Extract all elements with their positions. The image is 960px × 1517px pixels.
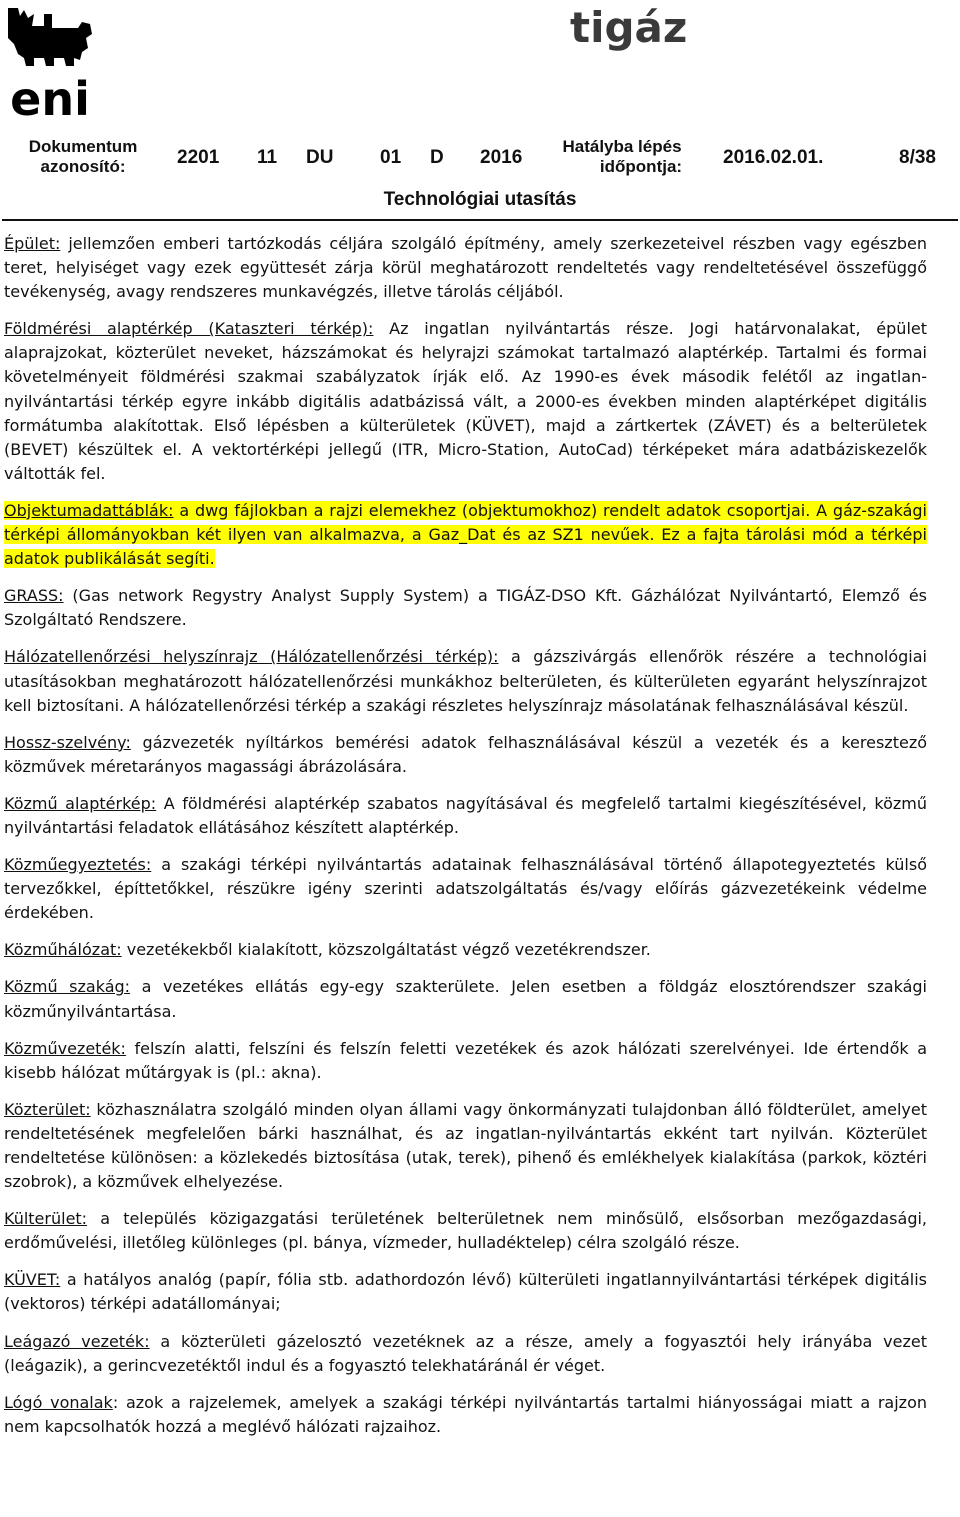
doc-id-part-4: 01 — [380, 147, 402, 168]
definition-text: a hatályos analóg (papír, fólia stb. adathordozón lévő) külterületi ingatlannyilvántartási térképek digitális (vektoros) térképi adatállományai; — [4, 1270, 927, 1314]
doc-id-label — [22, 137, 144, 177]
definition-term: Közműegyeztetés: — [4, 855, 152, 875]
definition-text: a szakági térképi nyilvántartás adatainak felhasználásával történő állapotegyeztetés külső tervezőkkel, építtetőkkel, részükre igény szerinti adatszolgáltatás és/vagy előírás gázvezetékeink védelme érdekében. — [4, 855, 927, 923]
definition-entry — [4, 1268, 927, 1316]
definition-text: A földmérési alaptérkép szabatos nagyításával és megfelelő tartalmi kiegészítésével, közmű nyilvántartási feladatok ellátásához készített alaptérkép. — [4, 793, 927, 837]
page-title: Technológiai utasítás — [383, 189, 577, 210]
definition-term: Lógó vonalak — [4, 1392, 113, 1412]
definition-text: a dwg fájlokban a rajzi elemekhez (objektumokhoz) rendelt adatok csoportjai. A gáz-szakági térképi állományokban két ilyen van alkalmazva, a Gaz_Dat és az SZ1 nevűek. Ez a fajta tárolási mód a térképi adatok publikálását segíti. — [4, 500, 927, 569]
page-number: 8/38 — [899, 147, 936, 168]
definition-term: Épület: — [4, 234, 61, 253]
doc-id-part-2: 11 — [257, 147, 278, 168]
definitions-list — [4, 232, 927, 1439]
doc-id-part-6: 2016 — [480, 147, 523, 168]
definition-entry — [4, 1098, 927, 1194]
definition-text: felszín alatti, felszíni és felszín feletti vezetékek és azok hálózati szerelvényei. Ide értendők a kisebb hálózat műtárgyak is (pl.: akna). — [4, 1038, 927, 1082]
definition-entry — [4, 792, 927, 840]
definition-entry — [4, 1037, 927, 1085]
definition-entry — [4, 731, 927, 779]
definition-text: a település közigazgatási területének belterületnek nem minősülő, elsősorban mezőgazdasági, erdőművelési, illetőleg különleges (pl. bánya, vízmeder, hulladéktelep) célra szolgáló része. — [4, 1209, 927, 1253]
definition-text: vezetékekből kialakított, közszolgáltatást végző vezetékrendszer. — [121, 940, 651, 960]
tigaz-logo — [570, 3, 688, 52]
definition-text: : azok a rajzelemek, amelyek a szakági térképi nyilvántartás tartalmi hiányosságai miatt a rajzon nem kapcsolhatók hozzá a meglévő hálózati rajzaihoz. — [4, 1392, 928, 1436]
header-divider — [2, 219, 958, 221]
effective-date-label — [552, 137, 692, 177]
definition-entry — [4, 853, 927, 925]
doc-id-label-line2: azonosító: — [40, 157, 126, 176]
eni-logo — [4, 4, 96, 126]
definition-entry — [4, 584, 927, 632]
definition-text: jellemzően emberi tartózkodás céljára szolgáló építmény, amely szerkezeteivel részben vagy egészben teret, helyiséget vagy ezek együttesét zárja körül meghatározott rendeltetés vagy rendeltetésével összefüggő tevékenység, avagy rendszeres munkavégzés, illetve tárolás céljából. — [4, 234, 927, 302]
definition-term: Közmű szakág: — [4, 977, 131, 997]
definition-term: Hálózatellenőrzési helyszínrajz (Hálózatellenőrzési térkép): — [4, 647, 499, 667]
eni-logo-text: eni — [10, 72, 90, 126]
definition-text: a gázszivárgás ellenőrök részére a technológiai utasításokban meghatározott hálózatellenőrzési munkákhoz belterületen, és külterületen egyaránt helyszínrajzot kell biztosítani. A hálózatellenőrzési térkép a szakági részletes helyszínrajz másolatának felhasználásával készül. — [4, 647, 928, 715]
doc-id-part-1: 2201 — [177, 147, 220, 168]
doc-id-part-3: DU — [306, 147, 334, 168]
definition-entry — [4, 317, 927, 486]
definition-entry — [4, 1330, 927, 1378]
definition-term: Hossz-szelvény: — [4, 732, 131, 752]
definition-term: Közműhálózat: — [4, 940, 122, 960]
definition-entry — [4, 1391, 927, 1439]
effective-date: 2016.02.01. — [723, 147, 824, 168]
definition-entry — [4, 232, 927, 304]
definition-text: közhasználatra szolgáló minden olyan állami vagy önkormányzati tulajdonban álló földterület, amelyet rendeltetésének megfelelően bárki használhat, és az ingatlan-nyilvántartás ekként tart nyilván. Közterület rendeltetése különösen: a közlekedés biztosítása (utak, terek), pihenő és emlékhelyek kialakítása (parkok, köztéri szobrok), a közművek elhelyezése. — [4, 1099, 927, 1192]
definition-text: a közterületi gázelosztó vezetéknek az a része, amely a fogyasztói hely irányába vezet (leágazik), a gerincvezetéktől indul és a fogyasztó telekhatáránál ér véget. — [4, 1331, 928, 1375]
definition-term: Objektumadattáblák: — [4, 500, 174, 520]
definition-term: Földmérési alaptérkép (Kataszteri térkép): — [4, 319, 374, 339]
definition-entry — [4, 1207, 927, 1255]
highlighted-text — [4, 501, 927, 568]
definition-text: (Gas network Regystry Analyst Supply System) a TIGÁZ-DSO Kft. Gázhálózat Nyilvántartó, Elemző és Szolgáltató Rendszere. — [4, 586, 927, 630]
definition-term: Közmű alaptérkép: — [4, 793, 157, 813]
definition-entry — [4, 499, 927, 571]
definition-term: Leágazó vezeték: — [4, 1331, 150, 1351]
definition-term: Közművezeték: — [4, 1038, 126, 1058]
definition-entry — [4, 645, 927, 717]
doc-id-part-5: D — [430, 147, 444, 168]
definition-text: gázvezeték nyíltárkos bemérési adatok felhasználásával készül a vezeték és a keresztező közművek méretarányos magassági ábrázolására. — [4, 732, 927, 776]
tigaz-logo-text: tigáz — [570, 3, 688, 52]
definition-term: Közterület: — [4, 1099, 91, 1119]
definition-text: a vezetékes ellátás egy-egy szakterülete. Jelen esetben a földgáz elosztórendszer szakági közműnyilvántartása. — [4, 977, 927, 1021]
definition-text: Az ingatlan nyilvántartás része. Jogi határvonalakat, épület alaprajzokat, közterület neveket, házszámokat és helyrajzi számokat tartalmazó alaptérkép. Tartalmi és formai követelményeit földmérési szakmai szabályzatok írják elő. Az 1990-es évek második felétől az ingatlan-nyilvántartási térkép egyre inkább digitális adatbázissá vált, a 2000-es években minden alaptérképet digitális formátumba alakítottak. Első lépésben a külterületek (KÜVET), majd a zártkertek (ZÁVET) és a belterületek (BEVET) készültek el. A vektortérképi jellegű (ITR, Micro-Station, AutoCad) térképeket mára adatbáziskezelők váltották fel. — [4, 319, 928, 483]
definition-entry — [4, 975, 927, 1023]
definition-entry — [4, 938, 927, 962]
definition-term: KÜVET: — [4, 1270, 61, 1290]
definition-term: GRASS: — [4, 586, 64, 606]
effective-label-line2: időpontja: — [599, 157, 683, 176]
doc-id-label-line1: Dokumentum — [28, 137, 138, 156]
effective-label-line1: Hatályba lépés — [562, 137, 682, 156]
definition-term: Külterület: — [4, 1209, 88, 1229]
